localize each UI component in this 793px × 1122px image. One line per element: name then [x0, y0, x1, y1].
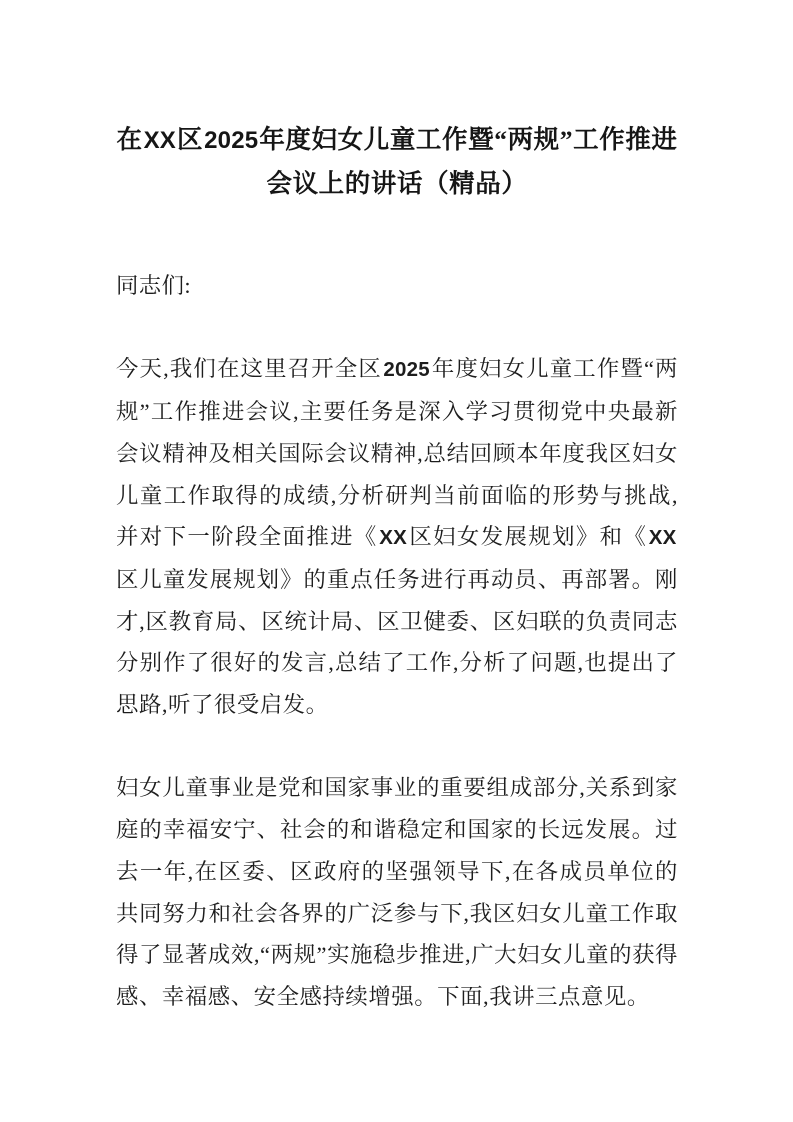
p1-region-code-1: XX [379, 526, 407, 550]
title-prefix: 在 [116, 125, 143, 154]
title-line-2: 会议上的讲话（精品） [266, 169, 528, 198]
document-title [116, 118, 678, 205]
p1-seg-6: 区儿童发展规划》的重点任务进行再动员、再部署。刚才,区教育局、区统计局、区卫健委、区妇联的负责同志分别作了很好的发言,总结了工作,分析了问题,也提出了思路,听了很受启发。 [116, 566, 678, 718]
p1-seg-2: 年度妇女儿童工作暨“两规”工作推进会议,主要任务是深入学习贯彻党中央最新会议精神及相关国际会议精神,总结回顾本年度我区妇女儿童工作取得的成绩,分析研判当前面临的形势与挑战,并对下一阶段全面推进《 [116, 356, 678, 550]
p1-seg-0: 今天,我们在这里召开全区 [116, 356, 382, 382]
paragraph-1 [116, 348, 678, 725]
p1-year: 2025 [383, 358, 430, 382]
p1-seg-4: 区妇女发展规划》和《 [408, 524, 648, 550]
title-year: 2025 [204, 127, 259, 154]
title-suffix: 年度妇女儿童工作暨“两规”工作推进 [259, 125, 678, 154]
paragraph-2 [116, 767, 678, 1017]
title-mid: 区 [177, 125, 204, 154]
salutation: 同志们: [116, 273, 191, 298]
document-body [116, 265, 678, 1018]
p1-region-code-2: XX [648, 526, 677, 550]
p2-seg-0: 妇女儿童事业是党和国家事业的重要组成部分,关系到家庭的幸福安宁、社会的和谐稳定和国家的长远发展。过去一年,在区委、区政府的坚强领导下,在各成员单位的共同努力和社会各界的广泛参与下,我区妇女儿童工作取得了显著成效,“两规”实施稳步推进,广大妇女儿童的获得感、幸福感、安全感持续增强。下面,我讲三点意见。 [116, 775, 678, 1009]
title-region-code: XX [143, 127, 176, 154]
document-content-area [116, 118, 678, 1018]
